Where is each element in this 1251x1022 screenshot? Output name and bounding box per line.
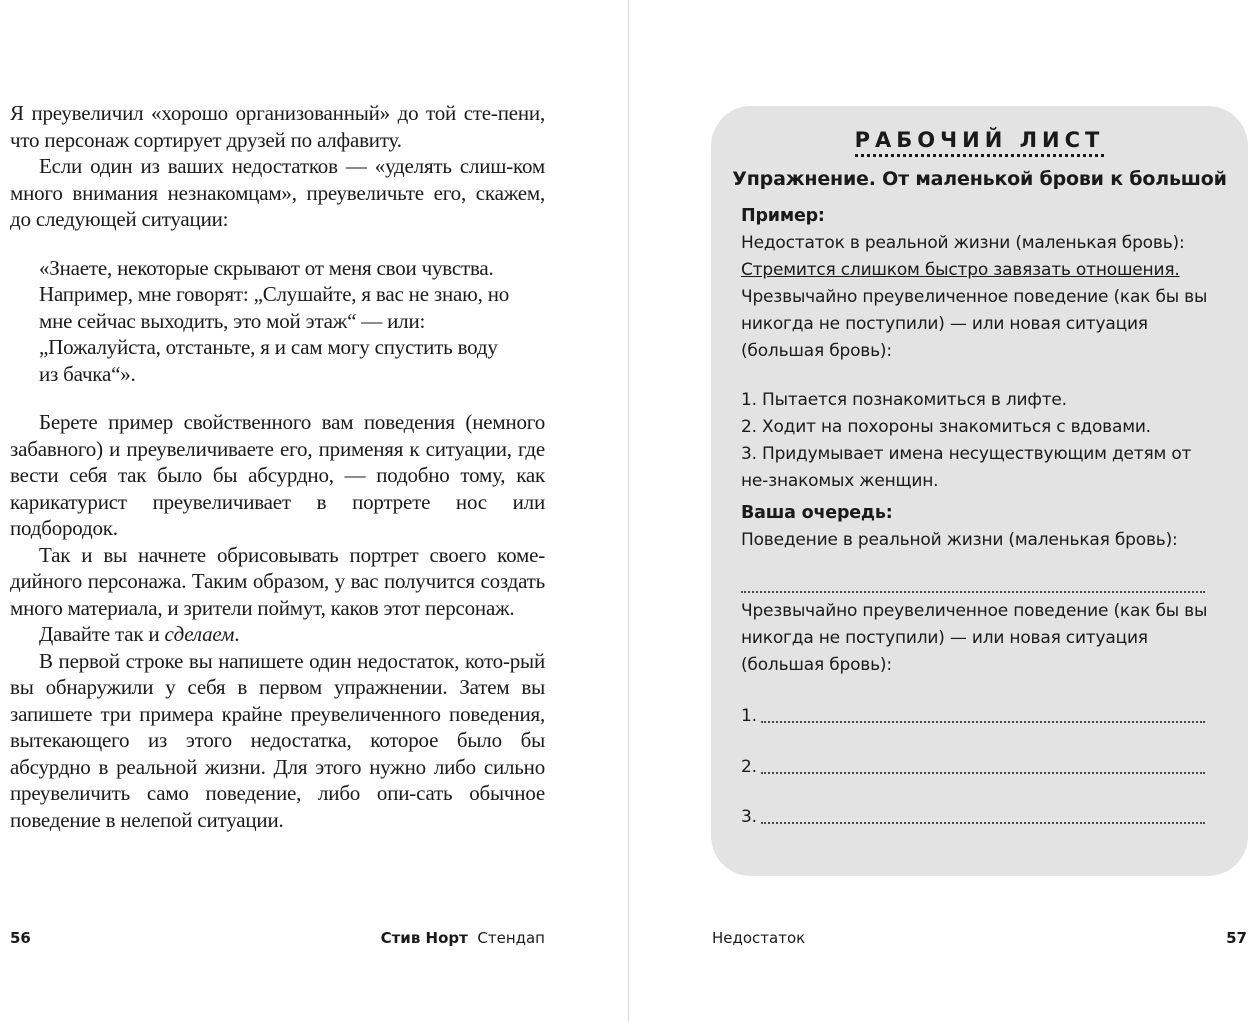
block-quote xyxy=(39,255,519,388)
lets-do-italic: сделаем xyxy=(164,622,235,646)
body-text xyxy=(10,100,545,833)
worksheet-subtitle: Упражнение. От маленькой брови к большой xyxy=(732,168,1227,190)
running-footer-right: Недостаток xyxy=(712,929,806,947)
example-item: 3. Придумывает имена несуществующим детям от не-знакомых женщин. xyxy=(741,444,1192,491)
paragraph: Берете пример свойственного вам поведения (немного забавного) и преувеличиваете его, применяя к ситуации, где вести себя так было бы абсурдно, — подобно тому, как карикатурист преувеличивает в портрете нос или подбородок. xyxy=(10,410,545,540)
example-item: 2. Ходит на похороны знакомиться с вдовами. xyxy=(741,417,1151,437)
paragraph-lets-do xyxy=(10,621,545,648)
your-exaggerated-prompt: Чрезвычайно преувеличенное поведение (как бы вы никогда не поступили) — или новая ситуация (большая бровь): xyxy=(741,601,1208,675)
footer-author: Стив Норт xyxy=(380,929,468,947)
paragraph: Если один из ваших недостатков — «уделять слиш-ком много внимания незнакомцам», преувеличьте его, скажем, до следующей ситуации: xyxy=(10,154,545,231)
paragraph: Я преувеличил «хорошо организованный» до той сте-пени, что персонаж сортирует друзей по алфавиту. xyxy=(10,101,545,152)
footer-book-title: Стендап xyxy=(477,929,545,947)
answer-line-1[interactable] xyxy=(741,703,1205,730)
quote-text: «Знаете, некоторые скрывают от меня свои чувства. Например, мне говорят: „Слушайте, я вас не знаю, но мне сейчас выходить, это мой этаж“ — или: „Пожалуйста, отстаньте, я и сам могу спустить воду из бачка“». xyxy=(39,255,510,386)
answer-line-3[interactable] xyxy=(741,804,1205,831)
paragraph: Так и вы начнете обрисовывать портрет своего коме-дийного персонажа. Таким образом, у вас получится создать много материала, и зрители поймут, каков этот персонаж. xyxy=(10,542,545,620)
your-behavior-prompt: Поведение в реальной жизни (маленькая бровь): xyxy=(741,530,1178,550)
right-page xyxy=(629,0,1251,1022)
example-flaw-answer: Стремится слишком быстро завязать отношения. xyxy=(741,260,1180,280)
lets-do-suffix: . xyxy=(234,622,240,646)
worksheet-content xyxy=(741,203,1221,831)
worksheet-title-text: РАБОЧИЙ ЛИСТ xyxy=(855,128,1105,157)
page-number-right: 57 xyxy=(1226,929,1247,947)
answer-line-2[interactable] xyxy=(741,754,1205,781)
worksheet-title xyxy=(711,128,1248,157)
worksheet-card xyxy=(711,106,1248,876)
answer-number: 2. xyxy=(741,757,757,777)
example-label: Пример: xyxy=(741,206,825,226)
example-exaggerated-prompt: Чрезвычайно преувеличенное поведение (как бы вы никогда не поступили) — или новая ситуация (большая бровь): xyxy=(741,287,1208,361)
lets-do-prefix: Давайте так и xyxy=(39,622,165,646)
answer-line-behavior[interactable] xyxy=(741,564,1205,593)
your-turn-label: Ваша очередь: xyxy=(741,503,893,523)
page-number-left: 56 xyxy=(10,929,31,947)
answer-number: 3. xyxy=(741,807,757,827)
paragraph: В первой строке вы напишете один недостаток, кото-рый вы обнаружили у себя в первом упражнении. Затем вы запишете три примера крайне преувеличенного поведения, вытекающего из этого недостатка, которое было бы абсурдно в реальной жизни. Для этого нужно либо сильно преувеличить само поведение, либо опи-сать обычное поведение в нелепой ситуации. xyxy=(10,648,545,832)
running-footer-left xyxy=(381,929,545,947)
example-flaw-prompt: Недостаток в реальной жизни (маленькая бровь): xyxy=(741,233,1185,253)
answer-number: 1. xyxy=(741,706,757,726)
example-item: 1. Пытается познакомиться в лифте. xyxy=(741,390,1067,410)
